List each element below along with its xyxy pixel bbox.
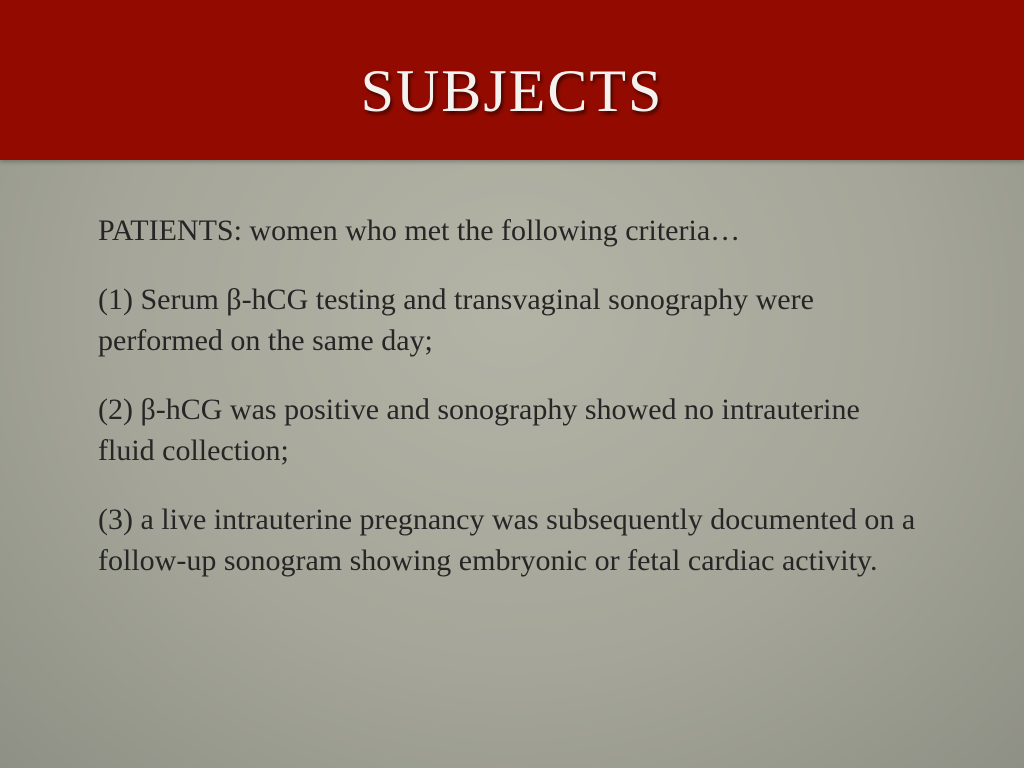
slide-title: subjects xyxy=(360,34,664,130)
paragraph-criterion-2: (2) β-hCG was positive and sonography showed no intrauterine fluid collection; xyxy=(98,393,860,467)
paragraph-patients: PATIENTS: women who met the following criteria… xyxy=(98,214,741,247)
slide-content xyxy=(98,210,918,609)
title-bar xyxy=(0,0,1024,160)
paragraph-criterion-1: (1) Serum β-hCG testing and transvaginal sonography were performed on the same day; xyxy=(98,283,814,357)
paragraph-criterion-3: (3) a live intrauterine pregnancy was subsequently documented on a follow-up sonogram showing embryonic or fetal cardiac activity. xyxy=(98,503,916,577)
